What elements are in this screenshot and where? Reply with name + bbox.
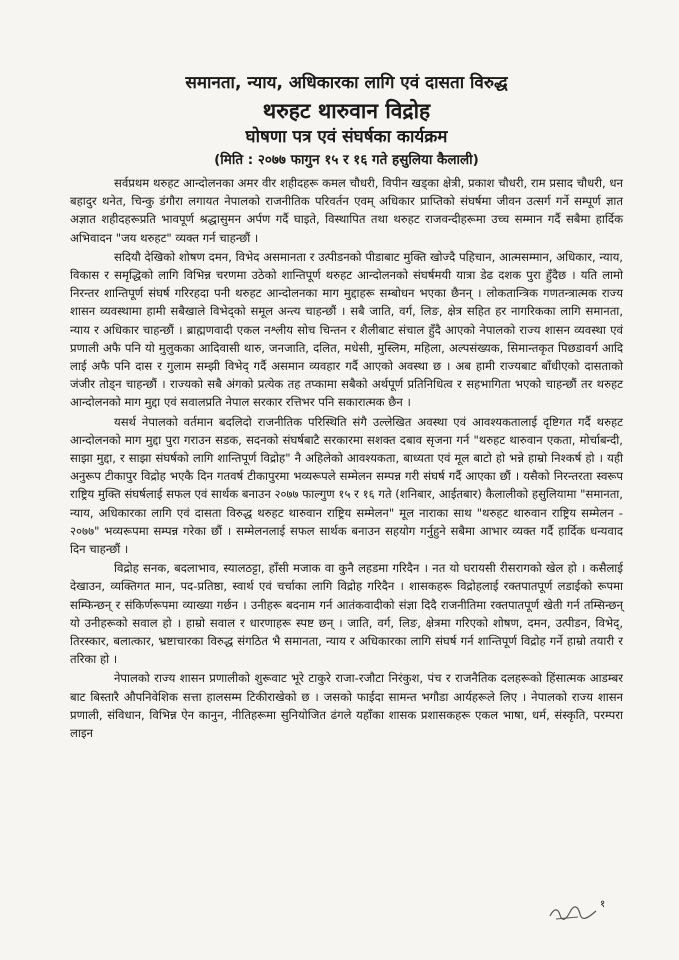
- header-subtitle: घोषणा पत्र एवं संघर्षका कार्यक्रम: [245, 127, 448, 147]
- document-body: [70, 174, 623, 742]
- paragraph: यसर्थ नेपालको वर्तमान बदलिदो राजनीतिक परिस्थिति संगै उल्लेखित अवस्था एवं आवश्यकतालाई दृष्टिगत गर्दै थरुहट आन्दोलनको माग मुद्दा पुरा गराउन सडक, सदनको संघर्षबाटै सरकारमा सशक्त दबाव सृजना गर्न "थरुहट थारुवान एकता, मोर्चाबन्दी, साझा मुद्दा, र साझा संघर्षको लागि शान्तिपूर्ण विद्रोह" नै अहिलेको आवश्यकता, बाध्यता एवं मूल बाटो हो भन्ने हाम्रो निश्कर्ष हो । यही अनुरूप टीकापुर विद्रोह भएकै दिन गतवर्ष टीकापुरमा भव्यरूपले सम्मेलन सम्पन्न गरी संघर्ष गर्दै आएका छौं । यसैको निरन्तरता स्वरूप राष्ट्रिय मुक्ति संघर्षलाई सफल एवं सार्थक बनाउन २०७७ फाल्गुण १५ र १६ गते (शनिबार, आईतबार) कैलालीको हसुलियामा "समानता, न्याय, अधिकारका लागि एवं दासता विरुद्ध थरुहट थारुवान राष्ट्रिय सम्मेलन" मूल नाराका साथ "थरुहट थारुवान राष्ट्रिय सम्मेलन - २०७७" भव्यरूपमा सम्पन्न गरेका छौं । सम्मेलनलाई सफल सार्थक बनाउन सहयोग गर्नुहुने सबैमा आभार व्यक्त गर्दै हार्दिक धन्यवाद दिन चाहन्छौं ।: [70, 414, 623, 557]
- page-number: १: [600, 899, 606, 910]
- header-title: थरुहट थारुवान विद्रोह: [262, 99, 431, 123]
- header-slogan: समानता, न्याय, अधिकारका लागि एवं दासता विरुद्ध: [185, 73, 508, 93]
- paragraph: सर्वप्रथम थरुहट आन्दोलनका अमर वीर शहीदहरू कमल चौधरी, विपीन खड्का क्षेत्री, प्रकाश चौधरी, राम प्रसाद चौधरी, धन बहादुर थनेत, चिन्कु डंगौरा लगायत नेपालको राजनीतिक परिवर्तन एवम् अधिकार प्राप्तिको संघर्षमा जीवन उत्सर्ग गर्ने सम्पूर्ण ज्ञात अज्ञात शहीदहरूप्रति भावपूर्ण श्रद्धासुमन अर्पण गर्दै घाइते, विस्थापित तथा थरुहट राजवन्दीहरूमा उच्च सम्मान गर्दै सबैमा हार्दिक अभिवादन "जय थरुहट" व्यक्त गर्न चाहन्छौं ।: [70, 176, 623, 245]
- paragraph: सदियौ देखिको शोषण दमन, विभेद असमानता र उत्पीडनको पीडाबाट मुक्ति खोज्दै पहिचान, आत्मसम्मान, अधिकार, न्याय, विकास र समृद्धिको लागि विभिन्न चरणमा उठेको शान्तिपूर्ण थरुहट आन्दोलनको संघर्षमयी यात्रा डेढ दशक पुरा हुँदैछ । यति लामो निरन्तर शान्तिपूर्ण संघर्ष गरिरहदा पनी थरुहट आन्दोलनका माग मुद्दाहरू सम्बोधन भएका छैनन् । लोकतान्त्रिक गणतन्त्रात्मक राज्य शासन व्यवस्थामा हामी सबैखाले विभेद्को समूल अन्त्य चाहन्छौं । सबै जाति, वर्ग, लिङ, क्षेत्र सहित हर नागरिकका लागि समानता, न्याय र अधिकार चाहन्छौं । ब्राह्मणवादी एकल नश्लीय सोच चिन्तन र शैलीबाट संचाल हुँदै आएको नेपालको राज्य शासन व्यवस्था एवं प्रणाली अफै पनि यो मुलुकका आदिवासी थारु, जनजाति, दलित, मधेसी, मुस्लिम, महिला, अल्पसंख्यक, सिमान्तकृत पिछडावर्ग आदि लाई अफै पनि दास र गुलाम सम्झी विभेद् गर्दै असमान व्यवहार गर्दै आएको अवस्था छ । अब हामी राज्यबाट बाँधीएको दासताको जंजीर तोड्न चाहन्छौं । राज्यको सबै अंगको प्रत्येक तह तप्कामा सबैको अर्थपूर्ण प्रतिनिधित्व र सहभागिता भएको चाहन्छौं तर थरुहट आन्दोलनको माग मुद्दा एवं सवालप्रति नेपाल सरकार रत्तिभर पनि सकारात्मक छैन ।: [70, 249, 623, 410]
- signature-icon: [548, 902, 598, 924]
- header-date: (मिति : २०७७ फागुन १५ र १६ गते हसुलिया कैलाली): [214, 152, 479, 168]
- document-header: [70, 72, 623, 170]
- paragraph: नेपालको राज्य शासन प्रणालीको शुरूवाट भूरे टाकुरे राजा-रजौटा निरंकुश, पंच र राजनैतिक दलहरूको हिंसात्मक आडम्बर बाट बिस्तारै औपनिवेशिक सत्ता हालसम्म टिकीराखेको छ । जसको फाईदा सामन्त भगौडा आर्यहरूले लिए । नेपालको राज्य शासन प्रणाली, संविधान, विभिन्न ऐन कानुन, नीतिहरूमा सुनियोजित ढंगले यहाँका शासक प्रशासकहरू एकल भाषा, धर्म, संस्कृति, परम्परा लाइन: [70, 671, 623, 741]
- paragraph: विद्रोह सनक, बदलाभाव, स्यालठट्टा, हाँसी मजाक वा कुनै लहडमा गरिदैन । नत यो घरायसी रीसरागको खेल हो । कसैलाई देखाउन, व्यक्तिगत मान, पद-प्रतिष्ठा, स्वार्थ एवं चर्चाका लागि विद्रोह गरिदैन । शासकहरू विद्रोहलाई रक्तपातपूर्ण लडाईको रूपमा सम्फिन्छन् र संकिर्णरूपमा व्याख्या गर्छन । उनीहरू बदनाम गर्न आतंकवादीको संज्ञा दिदै राजनीतिमा रक्तपातपूर्ण खेती गर्न तम्सिन्छन् यो उनीहरूको सवाल हो । हाम्रो सवाल र धारणाहरू स्पष्ट छन् । जाति, वर्ग, लिङ, क्षेत्रमा गरिएको शोषण, दमन, उत्पीडन, विभेद्, तिरस्कार, बलात्कार, भ्रष्टाचारका विरुद्ध संगठित भै समानता, न्याय र अधिकारका लागि संघर्ष गर्न शान्तिपूर्ण विद्रोह गर्ने हाम्रो तयारी र तरिका हो ।: [70, 561, 623, 667]
